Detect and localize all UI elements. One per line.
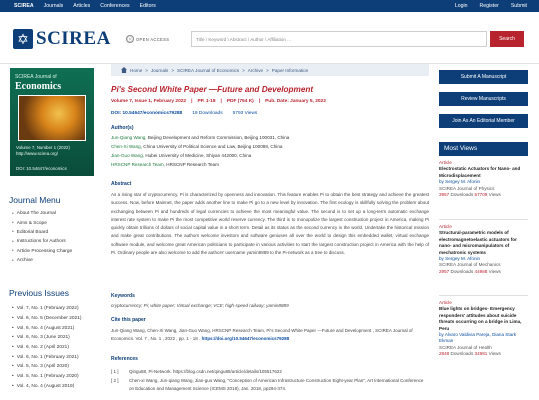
bullet-icon: • bbox=[12, 248, 14, 255]
author-row bbox=[111, 144, 282, 149]
menu-item[interactable]: • Editorial Board bbox=[12, 229, 49, 236]
cite-label: Cite this paper bbox=[111, 317, 146, 323]
author-affiliation: HRSCNP Research Team bbox=[166, 162, 219, 167]
item-title[interactable]: Blue lights on bridges- Emergency responders' attitudes about suicide threats occurring on a bridge in Lima, Peru bbox=[439, 306, 522, 331]
item-author[interactable]: by Alvaro Valdivia Pareja, Diana Stark Ekman bbox=[439, 332, 517, 344]
item-title[interactable]: Electrostatic Actuators for Nano- and Microdisplacement bbox=[439, 166, 521, 178]
nav-journals[interactable]: Journals bbox=[43, 3, 64, 9]
author-name[interactable]: HRSCNP Research Team, bbox=[111, 162, 165, 167]
item-stats: 3957 Downloads 57709 Views bbox=[439, 192, 501, 198]
keywords-label: Keywords bbox=[111, 293, 135, 299]
item-stats: 2957 Downloads 44988 Views bbox=[439, 268, 501, 274]
register-link[interactable]: Register bbox=[479, 3, 499, 9]
bullet-icon: • bbox=[12, 306, 14, 312]
bullet-icon: • bbox=[12, 383, 14, 389]
cover-journal-name: Economics bbox=[15, 81, 62, 92]
citation-text: Jun-Qiang Wang, Chen-Xi Wang, Jian-Guo Wang, HRSCNP Research Team, Pi's Second White Paper —Future and Development , SCIREA Journal of Economics. Vol. 7 , No. 1 , 2022 , pp. 1 - 18 . bbox=[111, 328, 413, 341]
article-title: Pi's Second White Paper —Future and Development bbox=[111, 85, 314, 94]
article-pub-date: Pub. Date: January 5, 2022 bbox=[265, 99, 326, 104]
menu-item[interactable]: • Aims & Scope bbox=[12, 220, 47, 227]
top-nav bbox=[14, 3, 156, 9]
author-name[interactable]: Jun-Qiang Wang, bbox=[111, 135, 147, 140]
open-access-label: OPEN ACCESS bbox=[136, 36, 170, 42]
author-name[interactable]: Chen-Xi Wang, bbox=[111, 144, 142, 149]
meta-sep: | bbox=[191, 99, 193, 104]
open-access-lock-icon: ⓞ bbox=[127, 36, 133, 43]
cover-doi: DOI: 10.54647/economics bbox=[16, 166, 67, 171]
issue-item[interactable]: • Vol. 5, No. 3 (April 2020) bbox=[12, 364, 69, 370]
logo-star-icon: ✡ bbox=[13, 29, 33, 49]
divider bbox=[439, 295, 528, 296]
item-title[interactable]: Structural-parametric models of electromagnetoelastic actuators for nano- and micromanipulators of mechatronic systems bbox=[439, 230, 517, 255]
nav-conferences[interactable]: Conferences bbox=[100, 3, 130, 9]
nav-editors[interactable]: Editors bbox=[139, 3, 156, 9]
item-tag: Article bbox=[439, 300, 452, 305]
breadcrumb-home[interactable]: Home bbox=[130, 67, 143, 73]
breadcrumb-sep: > bbox=[242, 67, 245, 73]
journal-menu-title: Journal Menu bbox=[9, 195, 61, 205]
item-author[interactable]: by Sergey M. Afonin bbox=[439, 179, 481, 185]
home-icon[interactable] bbox=[121, 67, 127, 73]
item-author[interactable]: by Sergey M. Afonin bbox=[439, 256, 481, 262]
reference-text[interactable]: Qingu88, Pi-Network. https://blog.csdn.net/qingu88/article/details/105517622 bbox=[129, 369, 282, 374]
bullet-icon: • bbox=[12, 345, 14, 351]
nav-articles[interactable]: Articles bbox=[73, 3, 91, 9]
submit-link[interactable]: Submit bbox=[510, 3, 527, 9]
menu-item[interactable]: • About The Journal bbox=[12, 210, 56, 217]
article-doi[interactable]: DOI: 10.54647/economics79288 bbox=[111, 111, 183, 116]
issue-item[interactable]: • Vol. 6, No. 3 (June 2021) bbox=[12, 335, 70, 341]
breadcrumb-sep: > bbox=[171, 67, 175, 73]
issue-item[interactable]: • Vol. 6, No. 1 (February 2021) bbox=[12, 354, 79, 360]
author-name[interactable]: Jian-Guo Wang, bbox=[111, 153, 145, 158]
reference-number: [ 2 ] bbox=[111, 378, 119, 383]
bullet-icon: • bbox=[12, 220, 14, 227]
article-volume[interactable]: Volume 7, Issue 1, February 2022 bbox=[111, 99, 187, 104]
item-journal: SCIREA Journal of Physics bbox=[439, 185, 495, 191]
cover-image bbox=[18, 95, 86, 141]
menu-item[interactable]: • Article Processing Charge bbox=[12, 248, 73, 255]
reference-text[interactable]: Chen-xi Wang, Jun-qiang Wang, Jian-guo Wang, "Conception of American Infrastructure Construction Eight-year Plan", Art International Conference on Education and Management Science (ICEMS 2018), Jan. 2018, pp294-374. bbox=[129, 378, 424, 391]
nav-scirea[interactable]: SCIREA bbox=[14, 3, 34, 9]
keywords-text: cryptocurrency; Pi; white paper; Virtual exchange; VCE; high-speed railway; yamin8889 bbox=[111, 303, 289, 308]
meta-sep: | bbox=[220, 99, 222, 104]
author-row bbox=[111, 153, 251, 158]
previous-issues-list bbox=[12, 304, 81, 391]
bullet-icon: • bbox=[12, 335, 14, 341]
issue-item[interactable]: • Vol. 5, No. 1 (February 2020) bbox=[12, 374, 79, 380]
issue-item[interactable]: • Vol. 6, No. 4 (August 2021) bbox=[12, 325, 75, 331]
citation-doi-link[interactable]: https://doi.org/10.54647/economics79288 bbox=[201, 336, 290, 341]
divider bbox=[439, 219, 528, 220]
left-sidebar bbox=[0, 64, 105, 400]
reference-item bbox=[111, 377, 429, 393]
bullet-icon: • bbox=[12, 316, 14, 322]
meta-sep: | bbox=[258, 99, 261, 104]
journal-cover[interactable] bbox=[10, 68, 94, 176]
article-views: 5793 Views bbox=[232, 111, 258, 116]
reference-number: [ 1 ] bbox=[111, 369, 119, 374]
bullet-icon: • bbox=[12, 325, 14, 331]
open-access-badge bbox=[126, 35, 169, 43]
author-affiliation: Hubei University of Medicine, Shiyan 442000, China bbox=[145, 153, 252, 158]
login-link[interactable]: Login bbox=[454, 3, 468, 9]
breadcrumb-current: Paper Information bbox=[271, 67, 309, 73]
most-views-title: Most Views bbox=[439, 142, 528, 156]
join-editorial-button[interactable]: Join As An Editorial Member bbox=[439, 114, 528, 128]
bullet-icon: • bbox=[12, 364, 14, 370]
search-input[interactable]: Title \ Keyword \ Abstract \ Author \ Affiliation ... bbox=[191, 31, 487, 47]
issue-item[interactable]: • Vol. 7, No. 1 (February 2022) bbox=[12, 306, 79, 312]
breadcrumb-sep: > bbox=[266, 67, 269, 73]
journal-menu-list bbox=[12, 209, 72, 265]
author-affiliation: Beijing Development and Reform Commission, Beijing 100031, China bbox=[147, 135, 290, 140]
menu-item[interactable]: • Archive bbox=[12, 257, 33, 264]
citation bbox=[111, 327, 429, 343]
article-downloads: 19 Downloads bbox=[192, 111, 223, 116]
cover-journal-top: SCIREA Journal of bbox=[15, 74, 57, 80]
author-row bbox=[111, 135, 289, 140]
breadcrumb-archive[interactable]: Archive bbox=[247, 67, 264, 73]
issue-item[interactable]: • Vol. 4, No. 4 (August 2019) bbox=[12, 383, 75, 389]
site-logo[interactable] bbox=[13, 28, 111, 50]
most-view-item[interactable] bbox=[439, 300, 528, 358]
bullet-icon: • bbox=[12, 210, 14, 217]
authors-label: Author(s) bbox=[111, 125, 134, 131]
author-row bbox=[111, 162, 219, 167]
top-nav-bar bbox=[0, 0, 539, 12]
menu-item[interactable]: • Instructions for Authors bbox=[12, 238, 66, 245]
breadcrumb-sep: > bbox=[145, 67, 148, 73]
review-manuscripts-button[interactable]: Review Manuscripts bbox=[439, 92, 528, 106]
previous-issues-title: Previous Issues bbox=[9, 288, 69, 298]
most-view-item[interactable] bbox=[439, 224, 528, 275]
bullet-icon: • bbox=[12, 229, 14, 236]
search-button[interactable]: Search bbox=[490, 31, 524, 47]
logo-text: SCIREA bbox=[36, 28, 111, 49]
most-view-item[interactable] bbox=[439, 160, 528, 198]
article-pdf-link[interactable]: PDF (754 K) bbox=[226, 99, 254, 104]
bullet-icon: • bbox=[12, 354, 14, 360]
item-journal: SCIREA Journal of Mechanics bbox=[439, 262, 501, 268]
breadcrumb-journals[interactable]: Journals bbox=[150, 67, 169, 73]
author-affiliation: China University of Political Science and Law, Beijing 100088, China bbox=[143, 144, 283, 149]
cover-volume: Volume 7, Number 1 (2022) http://www.scirea.org/ bbox=[16, 145, 70, 156]
submit-manuscript-button[interactable]: Submit A Manuscript bbox=[439, 70, 528, 84]
item-tag: Article bbox=[439, 160, 452, 165]
article-meta bbox=[111, 99, 326, 104]
right-sidebar bbox=[439, 64, 539, 400]
bullet-icon: • bbox=[12, 238, 14, 245]
item-tag: Article bbox=[439, 224, 452, 229]
auth-links bbox=[455, 3, 527, 9]
abstract-text: As a rising star of cryptocurrency, Pi is characterized by openness and innovation. This feature enables Pi to obtain the best strategy and achieve the greatest success. Now, before Mainnet, the paper adds another line to make Pi go to a new level by innovation. The first ecology is skillfully solving the problem about exchanging between Pi and hundreds of legal currencies to achieve the most meaningful value. The second is to set up a long-term automatic exchange interest rate system to make Pi the most competitive world reserve currency. The third is to monopolize the largest construction project in America, making Pi quickly obtain trillions of dollars of social capital value in a short term. Detail as its status as the second currency in the world. Undertake the historical mission and make great contributions. The authors welcome investors and software geniuses all over the world to design this embedded wallet, virtual exchange software module, and welcome great American politicians to participate in various activities to start the largest construction project in America with the help of Pi. Ordinary people are also welcome to add the authors' username yamin8889 to the Pi-network as a tree to discuss. bbox=[111, 192, 429, 255]
reference-item bbox=[111, 368, 429, 376]
breadcrumb bbox=[111, 64, 429, 76]
bullet-icon: • bbox=[12, 374, 14, 380]
references-label: References bbox=[111, 356, 138, 362]
item-journal: SCIREA Journal of Health bbox=[439, 344, 492, 350]
references-list bbox=[111, 368, 429, 394]
issue-item[interactable]: • Vol. 6, No. 2 (April 2021) bbox=[12, 345, 69, 351]
item-stats: 2848 Downloads 34981 Views bbox=[439, 351, 501, 357]
article-pages: PP. 1-18 bbox=[197, 99, 216, 104]
article-stats bbox=[111, 111, 257, 116]
bullet-icon: • bbox=[12, 257, 14, 264]
issue-item[interactable]: • Vol. 6, No. 5 (December 2021) bbox=[12, 316, 82, 322]
site-header bbox=[0, 12, 539, 64]
abstract-label: Abstract bbox=[111, 181, 132, 187]
breadcrumb-journal[interactable]: SCIREA Journal of Economics bbox=[177, 67, 240, 73]
